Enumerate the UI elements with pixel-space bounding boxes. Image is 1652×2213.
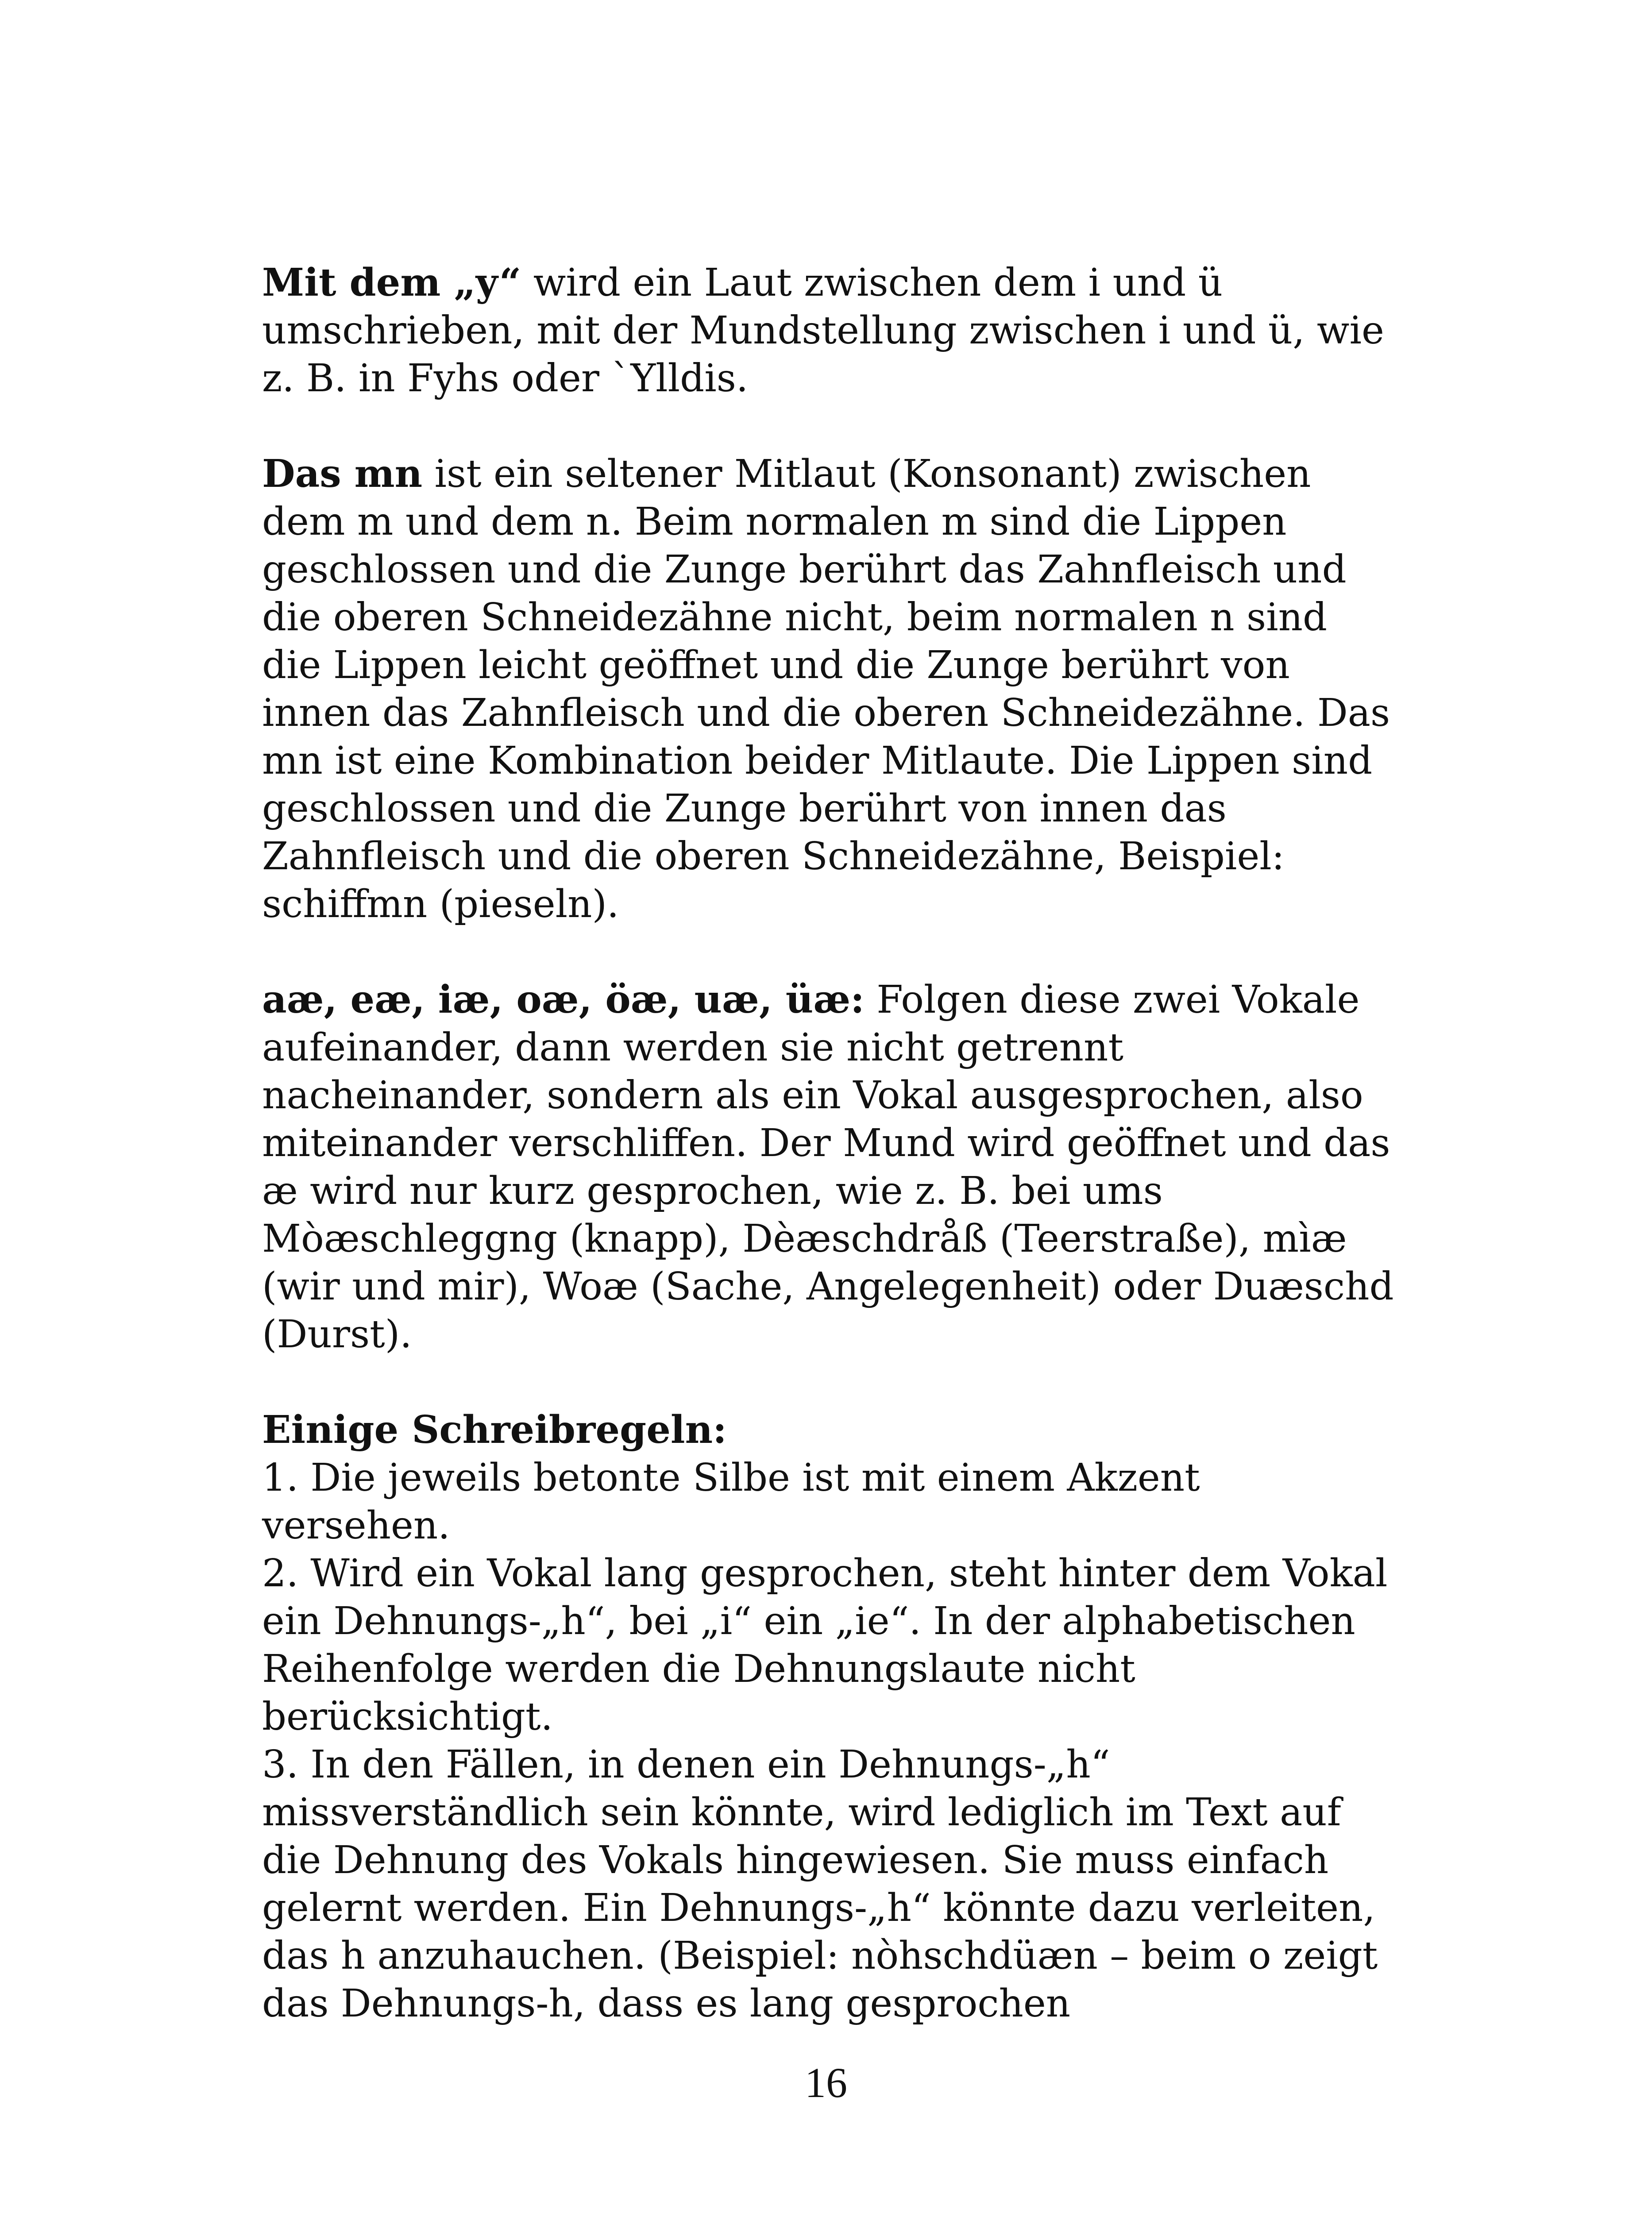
term-ae: aæ, eæ, iæ, oæ, öæ, uæ, üæ: [262, 977, 865, 1022]
page-number: 16 [805, 2059, 847, 2106]
writing-rules-heading: Einige Schreibregeln: [262, 1407, 727, 1452]
paragraph-mn-text: ist ein seltener Mitlaut (Konsonant) zwischen dem m und dem n. Beim normalen m sind die Lippen geschlossen und die Zunge berührt das Zahnfleisch und die oberen Schneidezähne nicht, beim normalen n sind die Lippen leicht geöffnet und die Zunge berührt von innen das Zahnfleisch und die oberen Schneidezähne. Das mn ist eine Kombination beider Mitlaute. Die Lippen sind geschlossen und die Zunge berührt von innen das Zahnfleisch und die oberen Schneidezähne, Beispiel: schiffmn (pieseln). [262, 452, 1390, 926]
paragraph-ae-text: Folgen diese zwei Vokale aufeinander, dann werden sie nicht getrennt nacheinander, sondern als ein Vokal ausgesprochen, also miteinander verschliffen. Der Mund wird geöffnet und das æ wird nur kurz gesprochen, wie z. B. bei ums Mòæschleggng (knapp), Dèæschdråß (Teerstraße), mìæ (wir und mir), Woæ (Sache, Angelegenheit) oder Duæschd (Durst). [262, 978, 1394, 1357]
paragraph-ae [262, 976, 1395, 1358]
page-content [262, 259, 1395, 2028]
rule-item-1: 1. Die jeweils betonte Silbe ist mit einem Akzent versehen. [262, 1456, 1200, 1548]
paragraph-y-text: wird ein Laut zwischen dem i und ü umschrieben, mit der Mundstellung zwischen i und ü, wie z. B. in Fyhs oder `Ylldis. [262, 261, 1384, 401]
rule-item-3: 3. In den Fällen, in denen ein Dehnungs-„h“ missverständlich sein könnte, wird lediglich im Text auf die Dehnung des Vokals hingewiesen. Sie muss einfach gelernt werden. Ein Dehnungs-„h“ könnte dazu verleiten, das h anzuhauchen. (Beispiel: nòhschdüæn – beim o zeigt das Dehnungs-h, dass es lang gesprochen [262, 1743, 1378, 2026]
term-mn: Das mn [262, 451, 423, 496]
rule-item-2: 2. Wird ein Vokal lang gesprochen, steht hinter dem Vokal ein Dehnungs-„h“, bei „i“ ein „ie“. In der alphabetischen Reihenfolge werden die Dehnungslaute nicht berücksichtigt. [262, 1551, 1388, 1739]
term-y: Mit dem „y“ [262, 260, 521, 305]
paragraph-y [262, 259, 1395, 402]
writing-rules-section [262, 1406, 1395, 2028]
paragraph-mn [262, 450, 1395, 928]
